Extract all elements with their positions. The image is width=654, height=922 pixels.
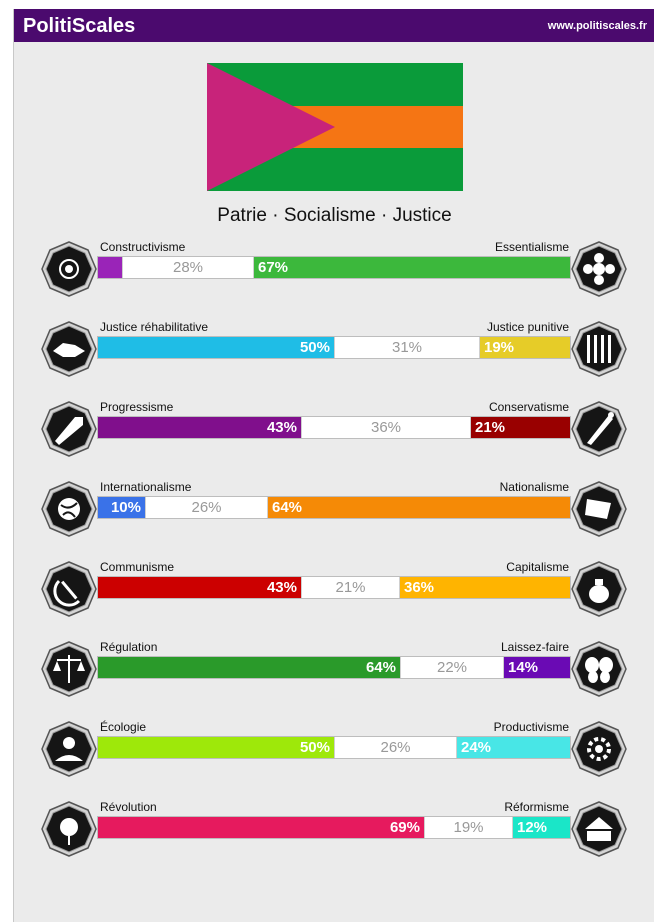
gear-icon <box>571 721 627 777</box>
axis-right-value: 24% <box>461 739 492 756</box>
axis-left-segment <box>98 497 145 518</box>
prison-bars-icon <box>571 321 627 377</box>
axis-right-label: Conservatisme <box>488 400 569 414</box>
header-bar <box>14 9 654 42</box>
axis-left-label: Constructivisme <box>100 240 186 254</box>
axis-row <box>14 321 654 385</box>
axis-left-segment <box>98 337 334 358</box>
axis-row <box>14 241 654 305</box>
butterfly-icon <box>571 641 627 697</box>
axis-right-segment <box>268 497 570 518</box>
axis-bar <box>97 816 571 839</box>
rocket-icon <box>41 401 97 457</box>
axis-left-value: 10% <box>110 499 141 516</box>
axis-mid-value: 36% <box>370 419 402 436</box>
axis-right-label: Justice punitive <box>486 320 569 334</box>
axis-bar <box>97 576 571 599</box>
eye-icon <box>41 241 97 297</box>
site-url[interactable]: www.politiscales.fr <box>547 20 647 32</box>
axis-right-value: 12% <box>517 819 548 836</box>
axis-bar <box>97 416 571 439</box>
axis-left-value: 43% <box>266 419 297 436</box>
axis-mid-segment <box>400 657 504 678</box>
money-bag-icon <box>571 561 627 617</box>
axis-left-segment <box>98 257 122 278</box>
axis-left-segment <box>98 657 400 678</box>
axis-right-value: 67% <box>258 259 289 276</box>
hammer-sickle-icon <box>41 561 97 617</box>
axis-mid-value: 26% <box>191 499 222 516</box>
axis-right-value: 36% <box>404 579 435 596</box>
axis-right-label: Capitalisme <box>506 560 569 574</box>
axis-right-label: Réformisme <box>504 800 569 814</box>
axis-left-label: Régulation <box>100 640 158 654</box>
axis-mid-segment <box>334 337 480 358</box>
axis-left-label: Internationalisme <box>100 480 192 494</box>
axis-mid-value: 31% <box>391 339 423 356</box>
axis-left-value: 43% <box>266 579 297 596</box>
axis-right-segment <box>480 337 570 358</box>
axis-left-label: Justice réhabilitative <box>100 320 209 334</box>
axis-left-label: Révolution <box>100 800 157 814</box>
axis-right-segment <box>400 577 570 598</box>
axis-right-value: 19% <box>484 339 515 356</box>
axis-mid-segment <box>145 497 268 518</box>
axis-mid-segment <box>424 817 513 838</box>
handshake-icon <box>41 321 97 377</box>
axis-left-label: Communisme <box>100 560 175 574</box>
axis-right-segment <box>457 737 570 758</box>
axis-right-label: Laissez-faire <box>500 640 569 654</box>
scale-icon <box>41 641 97 697</box>
axis-mid-value: 19% <box>453 819 484 836</box>
sun-leaf-icon <box>41 721 97 777</box>
axis-row <box>14 561 654 625</box>
axis-bar <box>97 656 571 679</box>
axis-left-value: 50% <box>299 339 330 356</box>
axis-bar <box>97 336 571 359</box>
axis-right-label: Essentialisme <box>494 240 569 254</box>
page <box>13 9 654 922</box>
axis-right-label: Productivisme <box>493 720 569 734</box>
axis-left-label: Progressisme <box>100 400 174 414</box>
axis-mid-value: 26% <box>380 739 411 756</box>
axis-row <box>14 481 654 545</box>
axis-right-label: Nationalisme <box>499 480 569 494</box>
axis-bar <box>97 736 571 759</box>
axis-mid-segment <box>301 417 471 438</box>
axis-right-value: 64% <box>272 499 303 516</box>
axis-right-value: 14% <box>508 659 539 676</box>
axis-mid-value: 22% <box>436 659 468 676</box>
axis-right-value: 21% <box>475 419 506 436</box>
axis-right-segment <box>504 657 570 678</box>
axis-row <box>14 721 654 785</box>
axis-left-value: 64% <box>365 659 396 676</box>
flag-image <box>207 63 463 191</box>
axis-row <box>14 641 654 705</box>
axis-mid-value: 21% <box>335 579 366 596</box>
flag-icon <box>571 481 627 537</box>
axis-right-segment <box>513 817 570 838</box>
axis-left-segment <box>98 737 334 758</box>
axis-left-segment <box>98 577 301 598</box>
axis-row <box>14 801 654 865</box>
flower-icon <box>571 241 627 297</box>
quill-icon <box>571 401 627 457</box>
globe-icon <box>41 481 97 537</box>
axis-mid-segment <box>334 737 457 758</box>
axis-left-label: Écologie <box>100 720 147 734</box>
axis-right-segment <box>254 257 570 278</box>
app-title[interactable]: PolitiScales <box>23 15 136 37</box>
axis-mid-segment <box>301 577 400 598</box>
axis-row <box>14 401 654 465</box>
axis-bar <box>97 256 571 279</box>
axis-mid-value: 28% <box>172 259 204 276</box>
axis-left-segment <box>98 817 424 838</box>
axis-mid-segment <box>122 257 254 278</box>
rose-icon <box>41 801 97 857</box>
parliament-icon <box>571 801 627 857</box>
axis-left-segment <box>98 417 301 438</box>
axis-left-value: 50% <box>299 739 330 756</box>
axis-right-segment <box>471 417 570 438</box>
axis-left-value: 69% <box>389 819 420 836</box>
slogan-text: Patrie · Socialisme · Justice <box>217 205 452 226</box>
axis-bar <box>97 496 571 519</box>
